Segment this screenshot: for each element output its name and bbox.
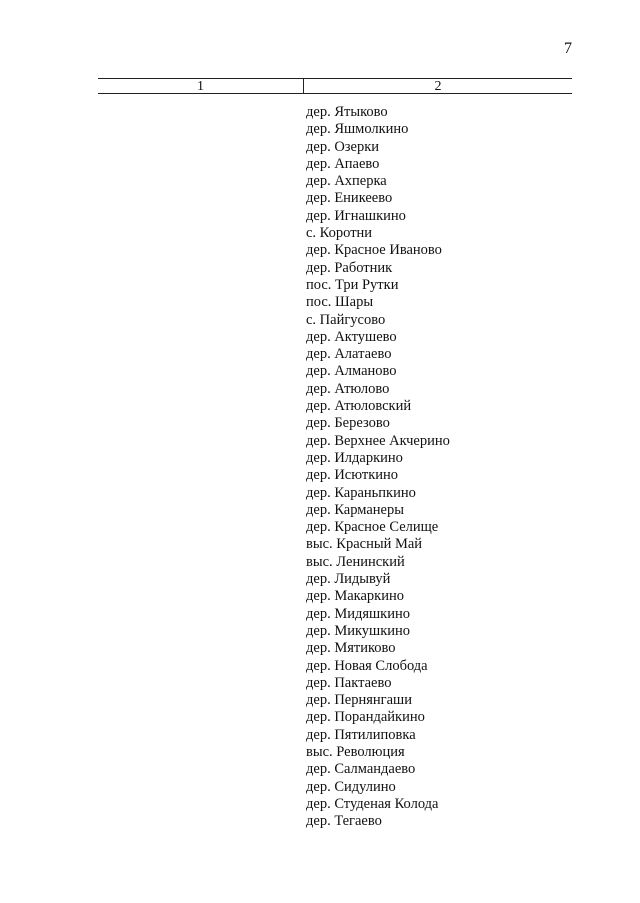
settlement-list-item: дер. Атюловский xyxy=(306,398,412,415)
settlement-list-item: дер. Сидулино xyxy=(306,778,396,795)
settlement-list-item: дер. Пактаево xyxy=(306,674,392,691)
settlement-list-item: дер. Алатаево xyxy=(306,346,392,363)
settlement-list-item: выс. Ленинский xyxy=(306,553,405,570)
settlement-list-item: дер. Работник xyxy=(306,259,393,276)
settlement-list-item: дер. Салмандаево xyxy=(306,761,416,778)
settlement-list-item: дер. Карманеры xyxy=(306,501,404,518)
settlement-list-item: дер. Мятиково xyxy=(306,640,396,657)
settlement-list-item: дер. Озерки xyxy=(306,138,380,155)
settlement-list-item: дер. Лидывуй xyxy=(306,571,391,588)
settlement-list-item: дер. Еникеево xyxy=(306,190,393,207)
page-number: 7 xyxy=(564,40,572,57)
settlement-list-item: дер. Караньпкино xyxy=(306,484,416,501)
table-header xyxy=(98,78,572,94)
settlement-list-item: дер. Порандайкино xyxy=(306,709,425,726)
settlement-list-item: дер. Студеная Колода xyxy=(306,795,439,812)
settlement-list xyxy=(306,104,450,830)
settlement-list-item: дер. Красное Селище xyxy=(306,519,439,536)
settlement-list-item: выс. Красный Май xyxy=(306,536,423,553)
settlement-list-item: дер. Пернянгаши xyxy=(306,692,412,709)
settlement-list-item: с. Коротни xyxy=(306,225,373,242)
settlement-list-item: дер. Исюткино xyxy=(306,467,399,484)
settlement-list-item: дер. Березово xyxy=(306,415,390,432)
settlement-list-item: дер. Макаркино xyxy=(306,588,404,605)
column-header-1: 1 xyxy=(197,79,204,94)
settlement-list-item: дер. Актушево xyxy=(306,328,397,345)
settlement-list-item: выс. Революция xyxy=(306,743,405,760)
settlement-list-item: дер. Атюлово xyxy=(306,380,390,397)
settlement-list-item: дер. Красное Иваново xyxy=(306,242,442,259)
settlement-list-item: дер. Новая Слобода xyxy=(306,657,428,674)
settlement-list-item: дер. Верхнее Акчерино xyxy=(306,432,450,449)
settlement-list-item: дер. Мидяшкино xyxy=(306,605,410,622)
settlement-list-item: дер. Апаево xyxy=(306,155,380,172)
settlement-list-item: с. Пайгусово xyxy=(306,311,386,328)
settlement-list-item: дер. Пятилиповка xyxy=(306,726,416,743)
settlement-list-item: дер. Тегаево xyxy=(306,813,382,830)
settlement-list-item: дер. Ятыково xyxy=(306,104,388,120)
settlement-list-item: дер. Яшмолкино xyxy=(306,121,409,138)
settlement-list-item: пос. Три Рутки xyxy=(306,276,399,293)
settlement-list-item: дер. Микушкино xyxy=(306,622,411,639)
settlement-list-item: дер. Илдаркино xyxy=(306,449,403,466)
settlement-list-item: пос. Шары xyxy=(306,294,374,311)
settlement-list-item: дер. Ахперка xyxy=(306,173,387,190)
column-header-2: 2 xyxy=(434,79,442,94)
settlement-list-item: дер. Игнашкино xyxy=(306,207,406,224)
settlement-list-item: дер. Алманово xyxy=(306,363,397,380)
